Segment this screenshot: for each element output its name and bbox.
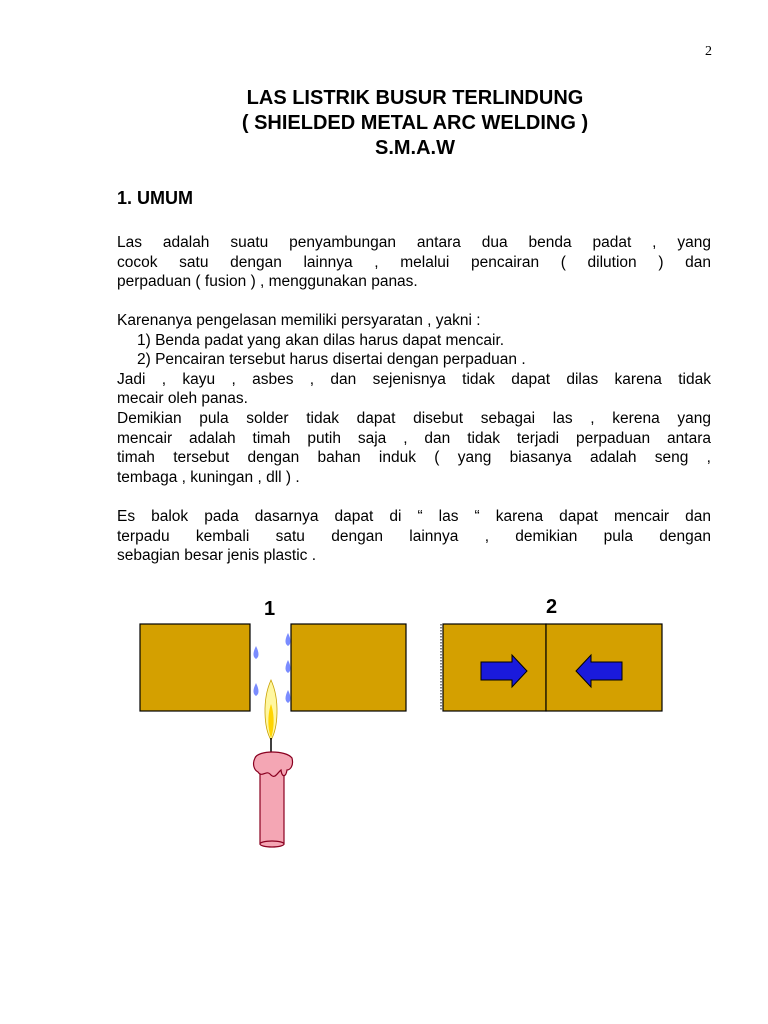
candle-wax-drip-icon xyxy=(254,752,293,776)
title-line-3: S.M.A.W xyxy=(375,137,455,159)
candle-base xyxy=(260,841,284,847)
solid-block-left xyxy=(140,624,250,711)
paragraph-line: sebagian besar jenis plastic . xyxy=(117,547,317,565)
page-number: 2 xyxy=(705,44,712,59)
paragraph-line: perpaduan ( fusion ) , menggunakan panas. xyxy=(117,273,418,291)
melt-droplet-icon xyxy=(286,633,291,646)
title-line-1: LAS LISTRIK BUSUR TERLINDUNG xyxy=(246,87,584,109)
paragraph-line: Es balok pada dasarnya dapat di “ las “ karena dapat mencair dan xyxy=(117,508,711,525)
paragraph-examples xyxy=(117,507,711,566)
melt-droplet-icon xyxy=(286,660,291,673)
solid-block-right xyxy=(291,624,406,711)
requirement-item: 2) Pencairan tersebut harus disertai dengan perpaduan . xyxy=(137,351,526,369)
requirement-item: 1) Benda padat yang akan dilas harus dapat mencair. xyxy=(137,331,505,349)
melt-droplet-icon xyxy=(254,646,259,659)
paragraph-line: tembaga , kuningan , dll ) . xyxy=(117,468,300,486)
title-line-2: ( SHIELDED METAL ARC WELDING ) xyxy=(241,112,589,134)
paragraph-definition xyxy=(117,233,711,292)
paragraph-line: timah tersebut dengan bahan induk ( yang biasanya adalah seng , xyxy=(117,449,711,467)
melt-droplet-icon xyxy=(286,690,291,703)
paragraph-line: Jadi , kayu , asbes , dan sejenisnya tidak dapat dilas karena tidak xyxy=(117,370,711,388)
document-title xyxy=(0,86,768,161)
paragraph-requirements xyxy=(117,311,711,487)
paragraph-line: cocok satu dengan lainnya , melalui pencairan ( dilution ) dan xyxy=(117,253,711,271)
paragraph-line: Las adalah suatu penyambungan antara dua benda padat , yang xyxy=(117,234,711,251)
paragraph-line: mecair oleh panas. xyxy=(117,390,248,408)
paragraph-intro: Karenanya pengelasan memiliki persyaratan , yakni : xyxy=(117,312,481,329)
welding-illustration xyxy=(0,580,768,880)
figure-label-2: 2 xyxy=(546,596,558,618)
paragraph-line: terpadu kembali satu dengan lainnya , demikian pula dengan xyxy=(117,527,711,545)
figure-label-1: 1 xyxy=(264,598,276,620)
paragraph-line: mencair adalah timah putih saja , dan tidak terjadi perpaduan antara xyxy=(117,429,711,447)
paragraph-line: Demikian pula solder tidak dapat disebut sebagai las , kerena yang xyxy=(117,409,711,427)
melt-droplet-icon xyxy=(254,683,259,696)
section-heading: 1. UMUM xyxy=(117,188,193,208)
